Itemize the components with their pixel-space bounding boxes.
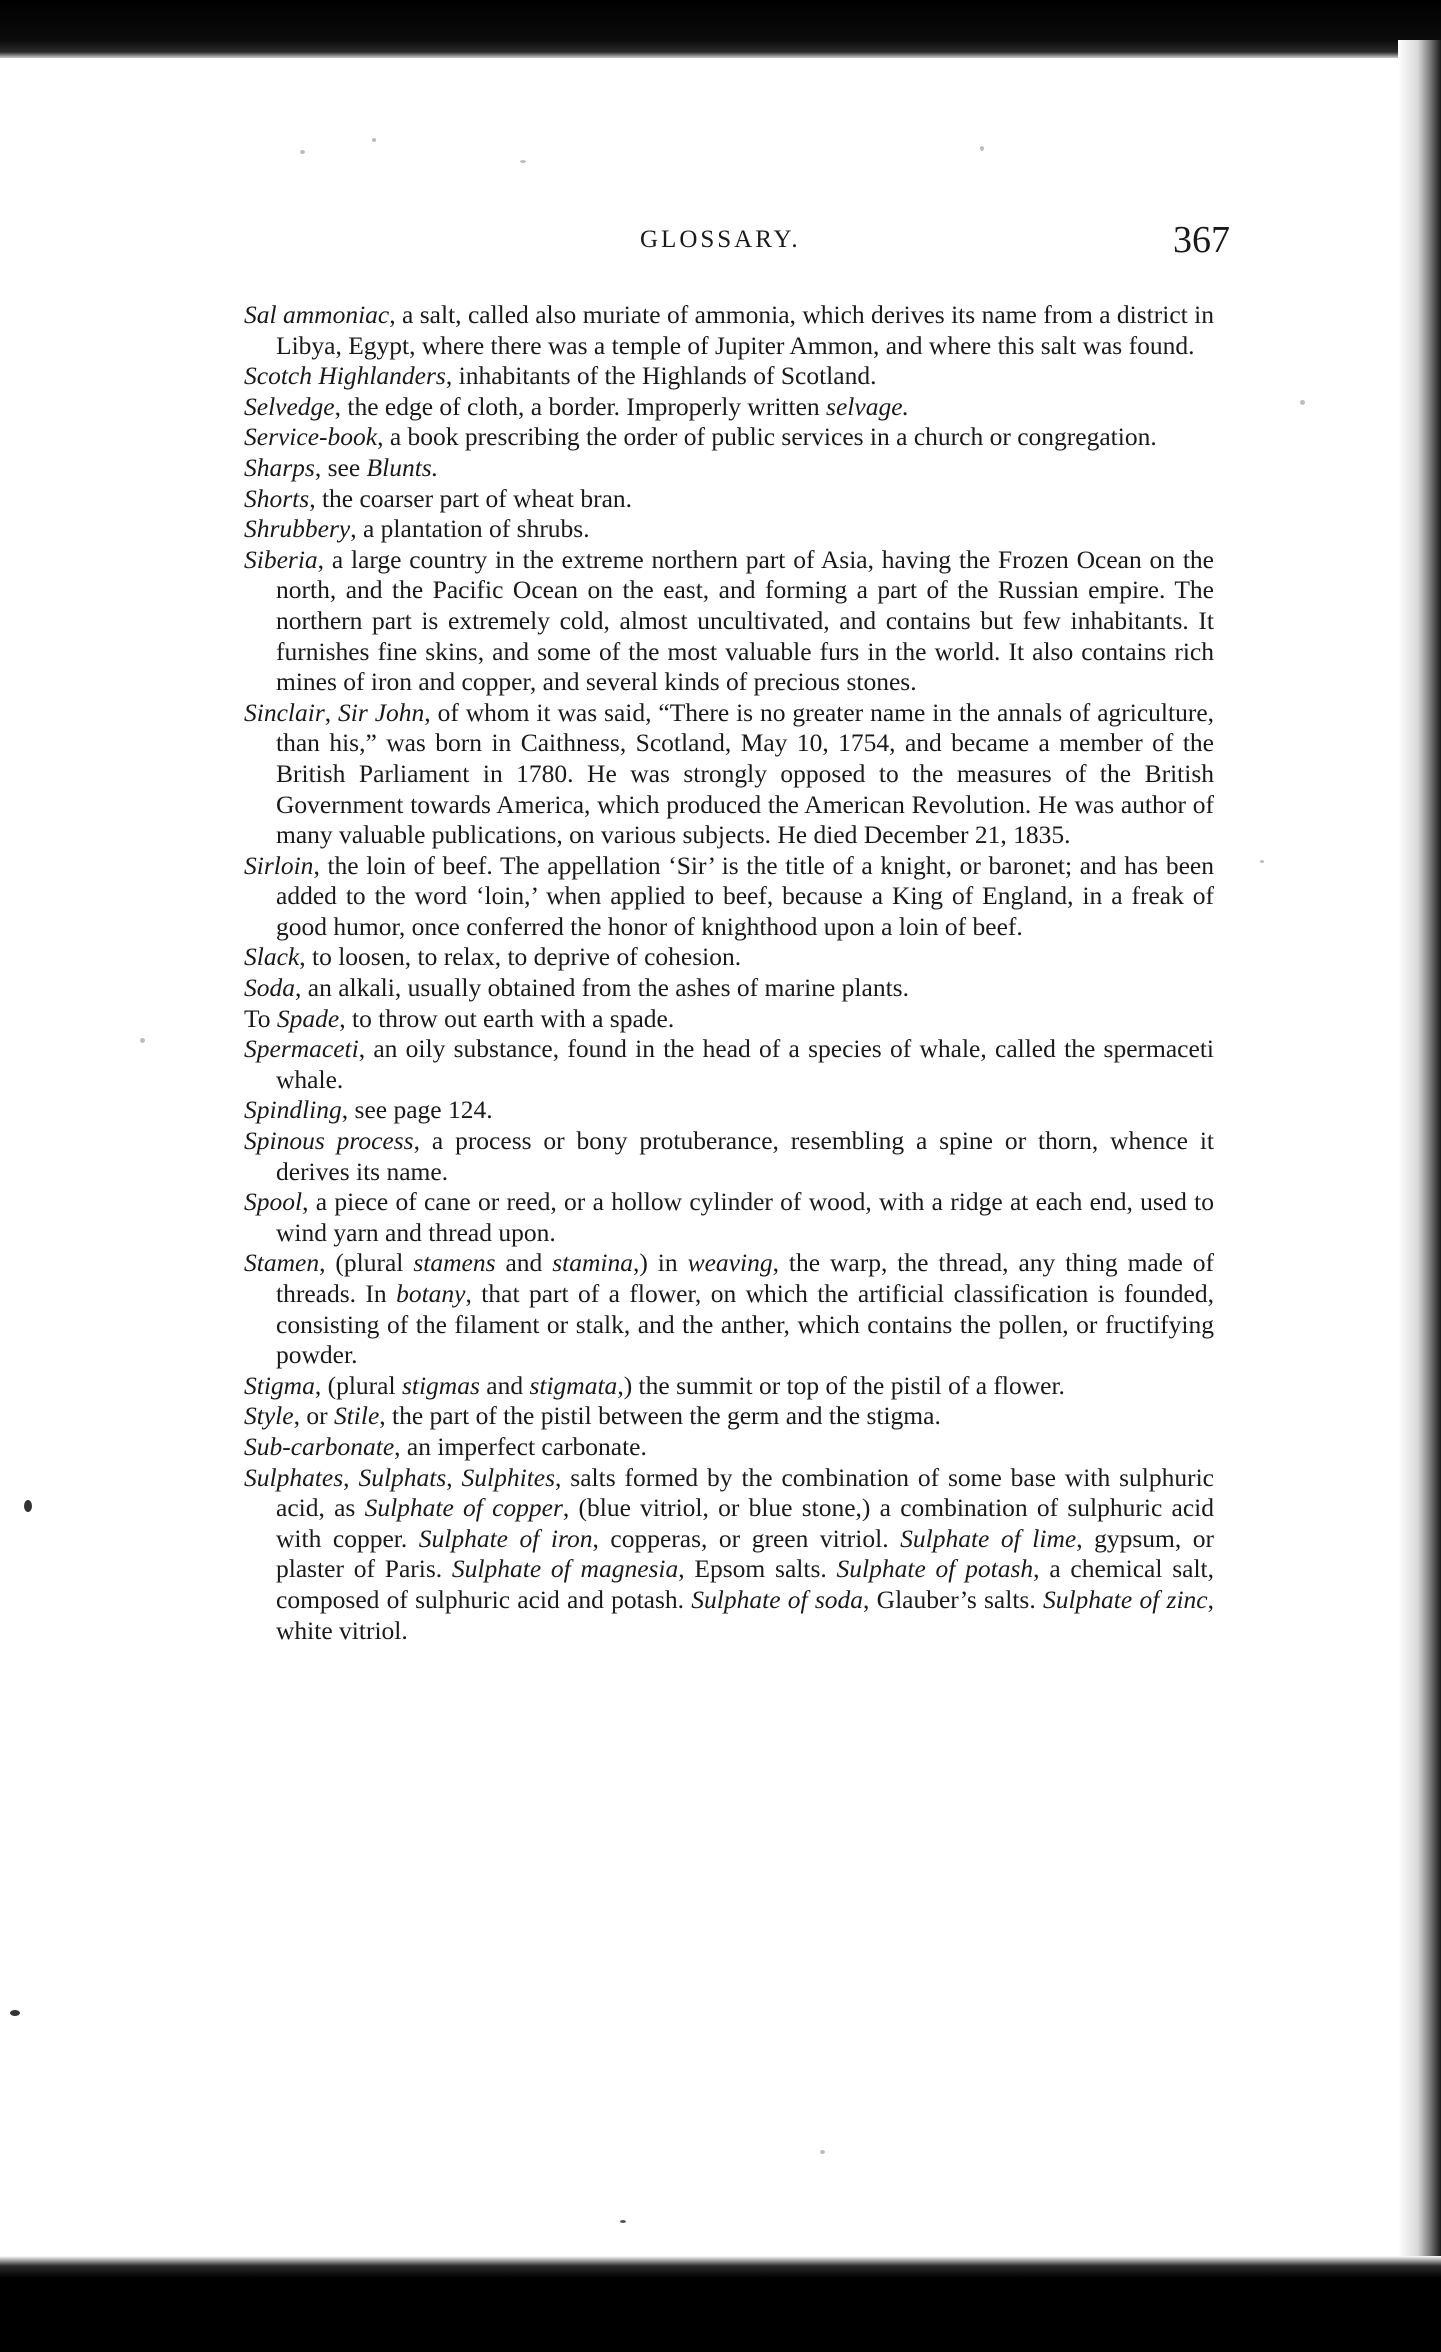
scan-speck — [10, 2010, 20, 2016]
entry-italic-text: stigmata — [529, 1370, 618, 1400]
entry-term: Sulphates — [244, 1462, 344, 1492]
entry-term: Sharps — [244, 452, 315, 482]
entry-definition: , Glauber’s salts. — [863, 1584, 1043, 1614]
scan-speck — [300, 150, 305, 154]
entry-definition: , the edge of cloth, a border. Improperly written — [334, 391, 827, 421]
scan-speck — [372, 138, 376, 142]
glossary-entry — [244, 361, 1214, 392]
entry-definition: , (plural — [314, 1370, 402, 1400]
entry-italic-text: stigmas — [401, 1370, 480, 1400]
entry-definition: , the warp, the thread, any thing made of threads. In — [276, 1248, 1214, 1308]
scan-speck — [820, 2150, 825, 2154]
scan-page-edge — [1398, 40, 1441, 2270]
entry-definition: , the part of the pistil between the germ and the stigma. — [379, 1401, 941, 1431]
entry-term: Selvedge — [244, 391, 335, 421]
page-number: 367 — [1173, 219, 1230, 261]
scan-speck — [1300, 400, 1305, 405]
entry-definition: , Epsom salts. — [678, 1554, 837, 1584]
entry-definition: , see — [314, 452, 367, 482]
glossary-entry — [244, 422, 1214, 453]
entry-term: Sinclair — [244, 697, 325, 727]
entry-italic-text: stamens — [413, 1248, 496, 1278]
entry-definition: , copperas, or green vitriol. — [592, 1523, 901, 1553]
glossary-entry — [244, 300, 1214, 361]
scan-bottom-border — [0, 2256, 1441, 2352]
entry-term: Scotch Highlanders — [244, 361, 446, 391]
glossary-entry — [244, 545, 1214, 698]
entry-prefix: To — [244, 1003, 277, 1033]
entry-italic-text: botany — [396, 1279, 466, 1308]
entry-definition: , inhabitants of the Highlands of Scotland. — [445, 361, 877, 391]
glossary-entry — [244, 1034, 1214, 1095]
glossary-entry — [244, 453, 1214, 484]
entry-definition: , gypsum, or plaster of Paris. — [276, 1523, 1215, 1584]
entry-definition: , the coarser part of wheat bran. — [309, 483, 633, 513]
entry-term: Service-book — [244, 422, 378, 452]
glossary-entry — [244, 942, 1214, 973]
entry-term: Sub-carbonate — [244, 1431, 395, 1461]
entry-definition: , of whom it was said, “There is no greater name in the annals of agriculture, than his,” was born in Caithness, Scotland, May 10, 1754, and became a member of the British Parliament in 1780. He was strongly opposed to the measures of the British Government towards America, which produced the American Revolution. He was author of many valuable publications, on various subjects. He died December 21, 1835. — [276, 697, 1215, 850]
entry-definition: , a piece of cane or reed, or a hollow cylinder of wood, with a ridge at each end, used to wind yarn and thread upon. — [276, 1187, 1214, 1247]
scan-speck — [140, 1038, 145, 1043]
entry-definition: , — [324, 697, 339, 727]
entry-definition: and — [479, 1370, 530, 1400]
scan-speck — [24, 1500, 32, 1512]
glossary-entry — [244, 1463, 1214, 1647]
glossary-entry — [244, 1095, 1214, 1126]
entry-term: Sirloin — [244, 850, 314, 880]
scan-speck — [980, 146, 984, 151]
entry-term: Soda — [244, 973, 295, 1003]
scan-speck — [520, 160, 526, 163]
entry-definition: , white vitriol. — [276, 1584, 1214, 1645]
entry-italic-text: weaving — [687, 1248, 773, 1278]
entry-definition: , (blue vitriol, or blue stone,) a combination of sulphuric acid with copper. — [276, 1493, 1214, 1553]
entry-term: Style — [244, 1401, 294, 1431]
entry-italic-text: Sulphats — [358, 1462, 447, 1492]
entry-definition: , an imperfect carbonate. — [394, 1431, 647, 1461]
entry-definition: , to loosen, to relax, to deprive of cohesion. — [299, 942, 742, 972]
glossary-entry — [244, 1126, 1214, 1187]
running-head: GLOSSARY. — [640, 226, 801, 253]
entry-definition: , salts formed by the combination of some base with sulphuric acid, as — [276, 1462, 1215, 1523]
entry-definition: , that part of a flower, on which the artificial classification is founded, consisting of the filament or stalk, and the anther, which contains the pollen, or fructifying powder. — [276, 1279, 1214, 1370]
entry-term: Spindling — [244, 1095, 342, 1125]
glossary-entry — [244, 1004, 1214, 1035]
entry-definition: , a book prescribing the order of public services in a church or congregation. — [377, 422, 1157, 452]
entry-definition: , an oily substance, found in the head of a species of whale, called the spermaceti whale. — [276, 1034, 1214, 1094]
entry-term: Slack — [244, 942, 300, 972]
entry-term: Spool — [244, 1187, 303, 1217]
entry-definition: , a chemical salt, composed of sulphuric acid and potash. — [276, 1554, 1214, 1614]
entry-definition: , a process or bony protuberance, resembling a spine or thorn, whence it derives its name. — [276, 1126, 1214, 1186]
entry-italic-text: Blunts. — [366, 452, 439, 482]
entry-italic-text: stamina — [552, 1248, 633, 1278]
entry-italic-text: Sulphate of soda — [691, 1584, 864, 1614]
entry-definition: , the loin of beef. The appellation ‘Sir’ is the title of a knight, or baronet; and has been added to the word ‘loin,’ when applied to beef, because a King of England, in a freak of good humor, once conferred the honor of knighthood upon a loin of beef. — [276, 850, 1214, 941]
entry-definition: , a salt, called also muriate of ammonia, which derives its name from a district in Libya, Egypt, where there was a temple of Jupiter Ammon, and where this salt was found. — [276, 300, 1214, 360]
entry-italic-text: Sulphate of potash — [836, 1554, 1034, 1584]
entry-definition: , a large country in the extreme northern part of Asia, having the Frozen Ocean on the north, and the Pacific Ocean on the east, and forming a part of the Russian empire. The northern part is extremely cold, almost uncultivated, and contains but few inhabitants. It furnishes fine skins, and some of the most valuable furs in the world. It also contains rich mines of iron and copper, and several kinds of precious stones. — [276, 544, 1214, 697]
glossary-entry — [244, 514, 1214, 545]
entry-italic-text: Sulphate of copper — [364, 1493, 563, 1523]
entry-definition: , to throw out earth with a spade. — [339, 1003, 675, 1033]
entry-term: Shorts — [244, 483, 310, 513]
glossary-entry — [244, 1432, 1214, 1463]
glossary-entry — [244, 392, 1214, 423]
entry-definition: , a plantation of shrubs. — [350, 514, 590, 544]
glossary-entry — [244, 1187, 1214, 1248]
entry-definition: , — [343, 1462, 359, 1492]
entry-italic-text: Sulphate of iron — [418, 1523, 593, 1553]
entry-italic-text: Sulphate of lime — [900, 1523, 1077, 1553]
entry-italic-text: Stile — [333, 1401, 380, 1431]
glossary-entry — [244, 1248, 1214, 1370]
glossary-entries — [244, 300, 1214, 1646]
entry-definition: ,) the summit or top of the pistil of a flower. — [617, 1370, 1065, 1400]
entry-definition: ,) in — [632, 1248, 688, 1278]
glossary-entry — [244, 698, 1214, 851]
glossary-entry — [244, 973, 1214, 1004]
entry-term: Spade — [276, 1003, 340, 1033]
entry-term: Stamen — [244, 1248, 320, 1278]
entry-term: Spermaceti — [244, 1034, 359, 1064]
entry-term: Spinous process — [244, 1126, 414, 1156]
page-header — [640, 218, 1230, 268]
scan-top-border — [0, 0, 1441, 58]
entry-term: Sal ammoniac — [244, 300, 390, 329]
entry-italic-text: Sulphate of magnesia — [451, 1554, 679, 1584]
entry-definition: , or — [293, 1401, 334, 1431]
entry-italic-text: selvage. — [826, 391, 909, 421]
entry-term: Siberia — [244, 544, 318, 574]
entry-italic-text: Sir John — [338, 697, 425, 727]
scan-speck — [620, 2220, 626, 2223]
glossary-entry — [244, 484, 1214, 515]
entry-definition: , (plural — [319, 1248, 414, 1278]
entry-definition: , an alkali, usually obtained from the ashes of marine plants. — [295, 973, 909, 1003]
entry-definition: , — [446, 1462, 462, 1492]
entry-italic-text: Sulphites — [461, 1462, 556, 1492]
entry-definition: , see page 124. — [341, 1095, 493, 1125]
glossary-entry — [244, 851, 1214, 943]
scan-speck — [1260, 860, 1264, 863]
entry-term: Shrubbery — [244, 514, 351, 544]
entry-term: Stigma — [244, 1370, 315, 1400]
glossary-entry — [244, 1401, 1214, 1432]
glossary-entry — [244, 1371, 1214, 1402]
entry-italic-text: Sulphate of zinc — [1042, 1584, 1208, 1614]
entry-definition: and — [495, 1248, 553, 1278]
